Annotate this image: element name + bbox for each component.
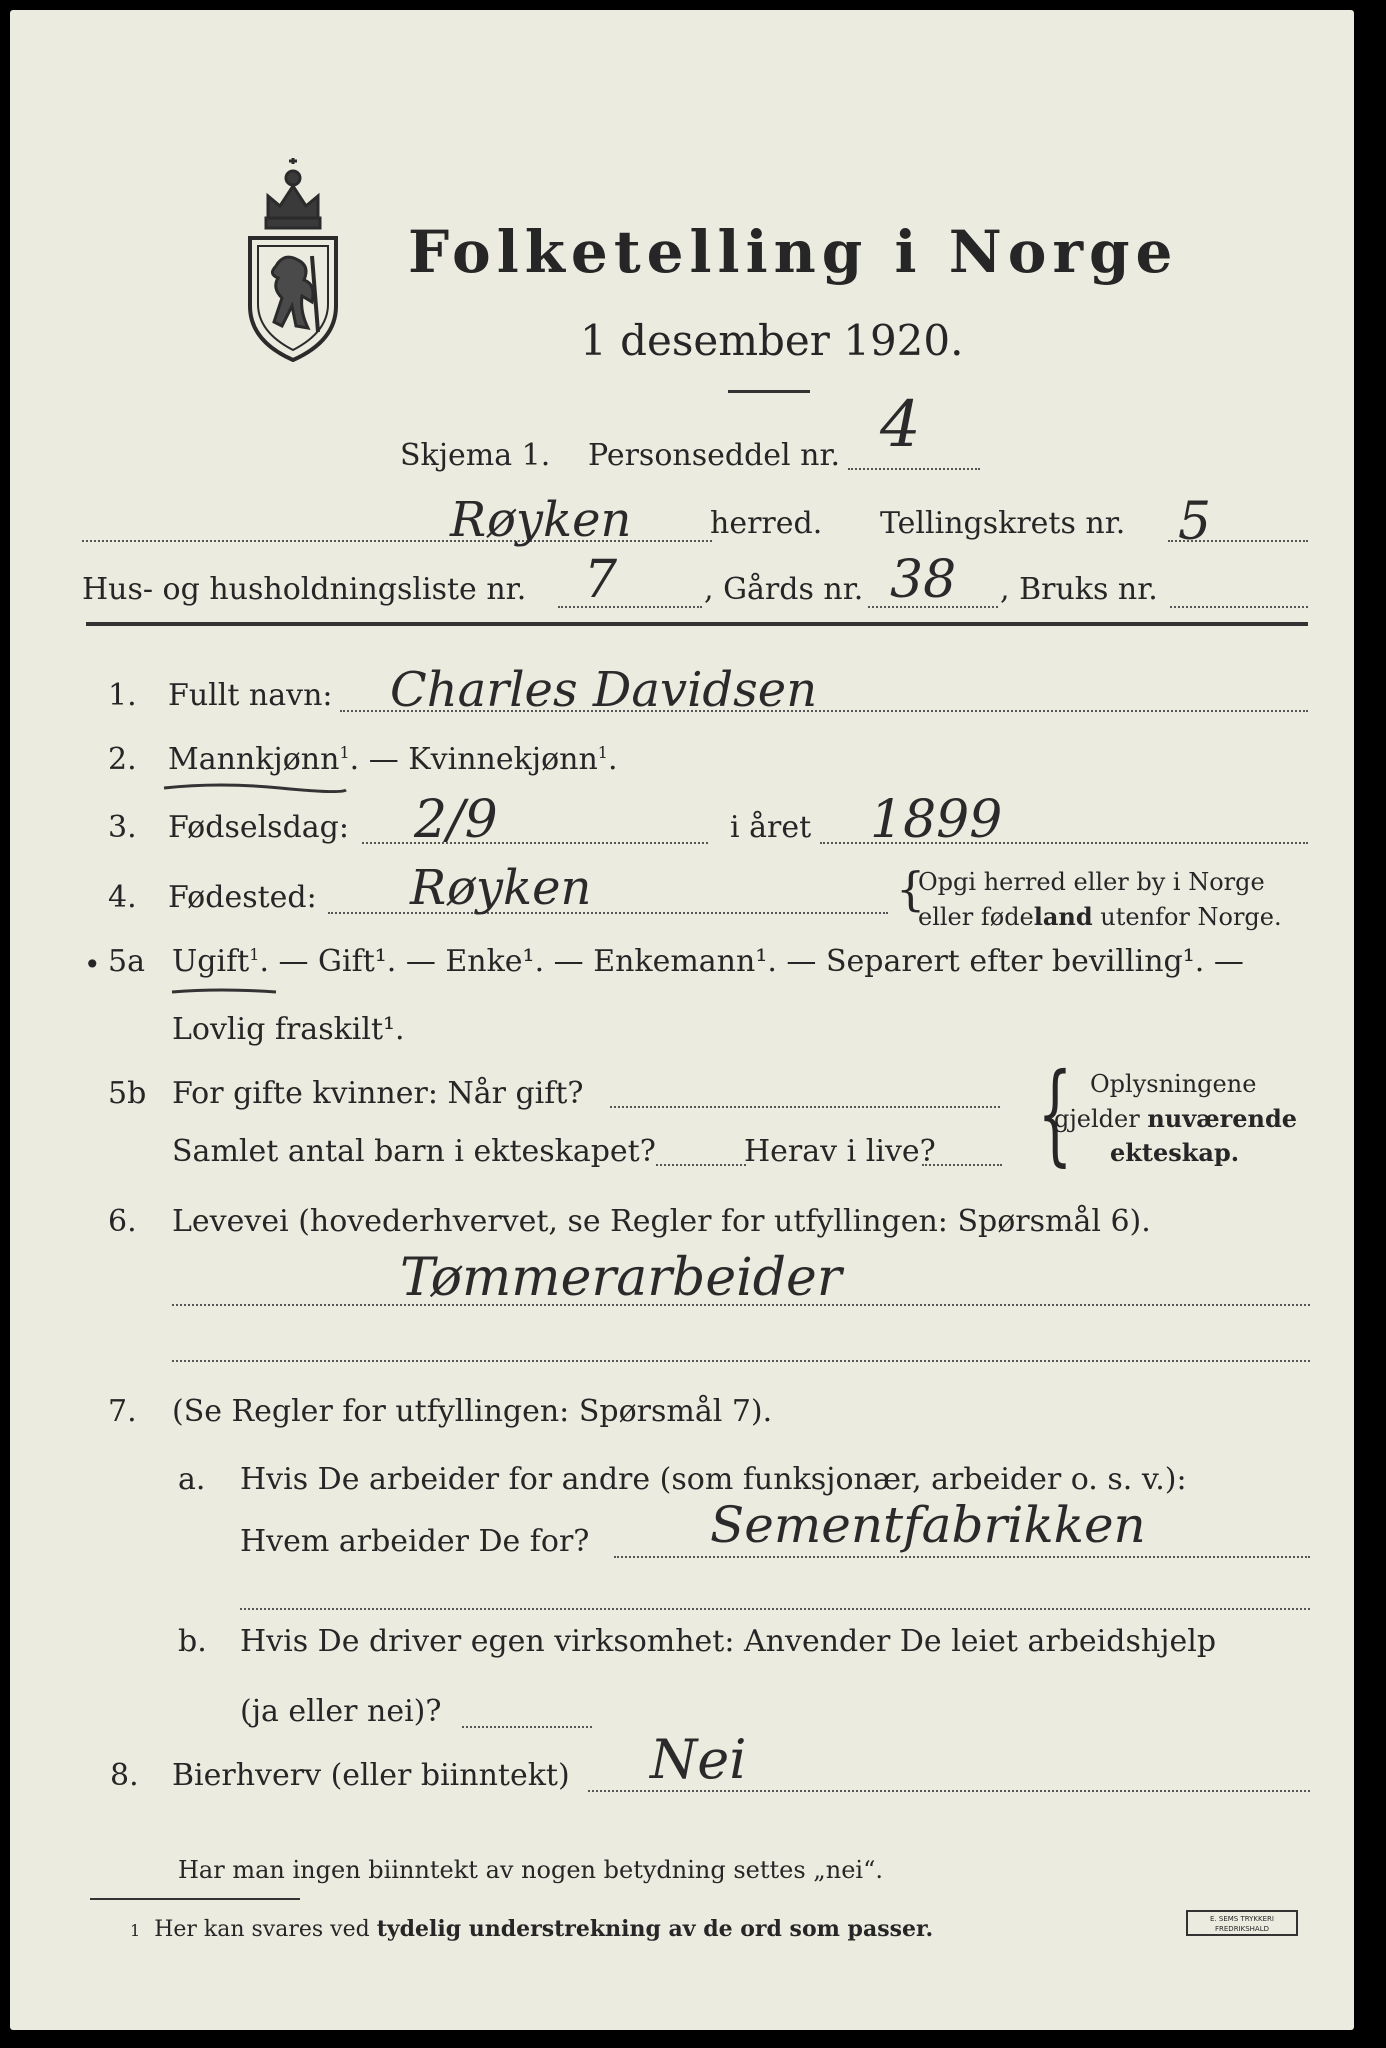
marital-options: Ugift$^1$. — Gift¹. — Enke¹. — Enkemann¹. — Separert efter bevilling¹. — bbox=[172, 944, 1244, 979]
q5b-label1: For gifte kvinner: Når gift? bbox=[172, 1076, 584, 1111]
q5b-number: 5b bbox=[108, 1076, 147, 1111]
footnote-rule bbox=[90, 1898, 300, 1900]
employer-line2 bbox=[240, 1608, 1310, 1610]
married-when-line bbox=[610, 1106, 1000, 1108]
bruks-line bbox=[1170, 606, 1308, 608]
herred-label: herred. bbox=[710, 506, 823, 541]
gender-male[interactable]: Mannkjønn bbox=[168, 742, 340, 777]
q4-note-line2: eller fødeland utenfor Norge. bbox=[918, 902, 1282, 931]
q3-label: Fødselsdag: bbox=[168, 810, 349, 845]
ugift-underline-mark bbox=[170, 986, 280, 998]
birthday-value[interactable]: 2/9 bbox=[414, 790, 498, 850]
q7-label: (Se Regler for utfyllingen: Spørsmål 7). bbox=[172, 1394, 773, 1429]
q5b-label3: Herav i live? bbox=[744, 1134, 936, 1169]
q6-label: Levevei (hovederhvervet, se Regler for utfyllingen: Spørsmål 6). bbox=[172, 1204, 1151, 1239]
q8-number: 8. bbox=[110, 1758, 139, 1793]
marital-ugift[interactable]: Ugift bbox=[172, 944, 250, 979]
tellingskrets-label: Tellingskrets nr. bbox=[880, 506, 1126, 541]
occupation-line bbox=[172, 1304, 1310, 1306]
employer-value[interactable]: Sementfabrikken bbox=[710, 1496, 1146, 1554]
footnote: 1 Her kan svares ved tydelig understrekning av de ord som passer. bbox=[130, 1916, 934, 1942]
q7a-line1: Hvis De arbeider for andre (som funksjonær, arbeider o. s. v.): bbox=[240, 1462, 1187, 1497]
q1-label: Fullt navn: bbox=[168, 678, 333, 713]
q5b-brace: { bbox=[1037, 1049, 1073, 1177]
q4-number: 4. bbox=[108, 880, 137, 915]
q5a-number: 5a bbox=[108, 944, 145, 979]
gards-label: , Gårds nr. bbox=[704, 572, 864, 607]
gards-value[interactable]: 38 bbox=[890, 550, 957, 610]
personseddel-line bbox=[848, 468, 980, 470]
tellingskrets-value[interactable]: 5 bbox=[1178, 492, 1212, 552]
q7b-line1: Hvis De driver egen virksomhet: Anvender De leiet arbeidshjelp bbox=[240, 1624, 1217, 1659]
gender-options: Mannkjønn$^1$. — Kvinnekjønn$^1$. bbox=[168, 742, 618, 777]
header-rule bbox=[86, 622, 1308, 626]
side-income-value[interactable]: Nei bbox=[650, 1728, 747, 1791]
personseddel-value[interactable]: 4 bbox=[880, 388, 921, 462]
printer-stamp: E. SEMS TRYKKERI FREDRIKSHALD bbox=[1186, 1910, 1298, 1936]
q4-brace: { bbox=[896, 862, 926, 916]
q4-note-line1: Opgi herred eller by i Norge bbox=[918, 868, 1265, 896]
birth-year-value[interactable]: 1899 bbox=[870, 790, 1003, 850]
q5b-note1: Oplysningene bbox=[1090, 1070, 1257, 1098]
children-line bbox=[656, 1164, 746, 1166]
marital-lovlig[interactable]: Lovlig fraskilt¹. bbox=[172, 1012, 405, 1047]
side-income-note: Har man ingen biinntekt av nogen betydning settes „nei“. bbox=[178, 1856, 883, 1884]
census-date: 1 desember 1920. bbox=[580, 316, 964, 365]
personseddel-label: Personseddel nr. bbox=[588, 438, 841, 473]
hired-help-line bbox=[462, 1726, 592, 1728]
birthplace-value[interactable]: Røyken bbox=[410, 860, 592, 916]
q1-number: 1. bbox=[108, 678, 137, 713]
q7b-letter: b. bbox=[178, 1624, 207, 1659]
gender-end: . bbox=[607, 742, 618, 777]
q7a-letter: a. bbox=[178, 1462, 206, 1497]
q6-number: 6. bbox=[108, 1204, 137, 1239]
q8-label: Bierhverv (eller biinntekt) bbox=[172, 1758, 570, 1793]
q7-number: 7. bbox=[108, 1394, 137, 1429]
census-form bbox=[10, 10, 1354, 2030]
gender-separator: . — bbox=[349, 742, 409, 777]
skjema-label: Skjema 1. bbox=[400, 438, 551, 473]
q4-label: Fødested: bbox=[168, 880, 317, 915]
form-title: Folketelling i Norge bbox=[408, 218, 1179, 286]
hus-line bbox=[558, 606, 702, 608]
hus-label: Hus- og husholdningsliste nr. bbox=[82, 572, 527, 607]
marital-others[interactable]: . — Gift¹. — Enke¹. — Enkemann¹. — Separert efter bevilling¹. — bbox=[259, 944, 1244, 979]
q2-number: 2. bbox=[108, 742, 137, 777]
year-label: i året bbox=[730, 810, 812, 845]
gender-female[interactable]: Kvinnekjønn bbox=[408, 742, 598, 777]
q5b-label2: Samlet antal barn i ekteskapet? bbox=[172, 1134, 656, 1169]
male-underline-mark bbox=[160, 780, 350, 796]
q7a-line2: Hvem arbeider De for? bbox=[240, 1524, 590, 1559]
occupation-line2 bbox=[172, 1360, 1310, 1362]
full-name-value[interactable]: Charles Davidsen bbox=[390, 662, 818, 718]
coat-of-arms-icon bbox=[238, 156, 348, 362]
hus-value[interactable]: 7 bbox=[584, 550, 618, 610]
q5a-bullet: • bbox=[84, 948, 101, 981]
occupation-value[interactable]: Tømmerarbeider bbox=[400, 1248, 842, 1308]
alive-line bbox=[922, 1164, 1002, 1166]
q5b-note3: ekteskap. bbox=[1110, 1138, 1240, 1167]
herred-value[interactable]: Røyken bbox=[450, 492, 632, 548]
q7b-line2: (ja eller nei)? bbox=[240, 1694, 442, 1729]
bruks-label: , Bruks nr. bbox=[1000, 572, 1158, 607]
q3-number: 3. bbox=[108, 810, 137, 845]
title-divider bbox=[728, 390, 810, 393]
q5b-note2: gjelder nuværende bbox=[1054, 1104, 1298, 1133]
employer-line bbox=[614, 1556, 1310, 1558]
